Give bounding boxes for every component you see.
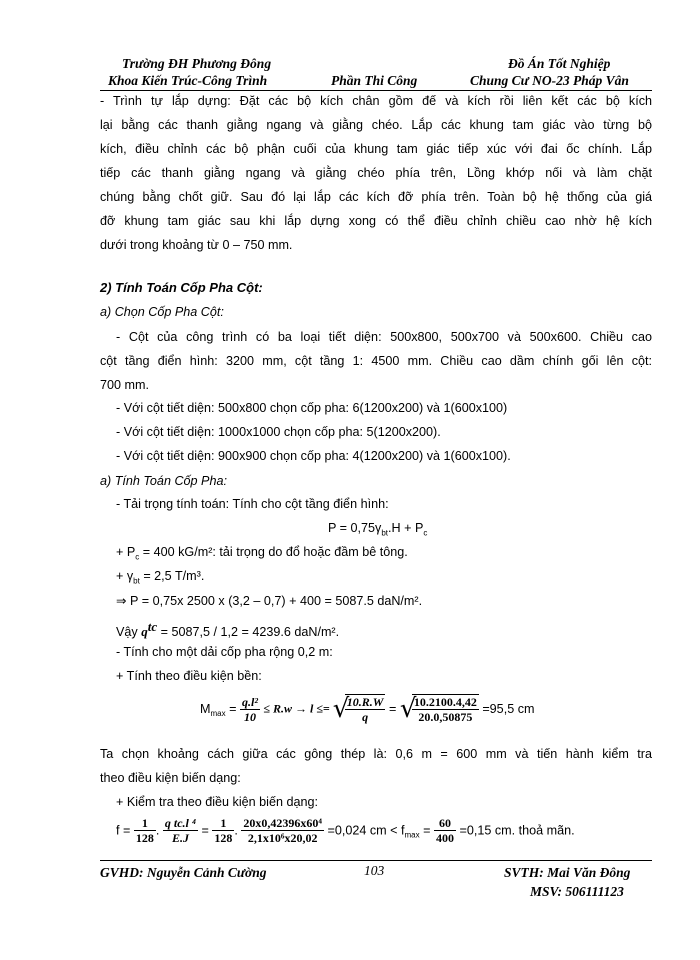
- formula-load: $P = 0,75\gamma_{bt}.H + P_c$: [328, 521, 428, 538]
- page-number: 103: [364, 863, 385, 878]
- footer-student-id: MSV: 506111123: [530, 884, 624, 899]
- footer-rule: [100, 860, 652, 861]
- header-project: Đồ Án Tốt Nghiệp: [508, 56, 611, 71]
- list-item: + Tính theo điều kiện bền:: [116, 669, 262, 683]
- subsection-heading: a) Tính Toán Cốp Pha:: [100, 474, 227, 488]
- fraction: $\frac{\text{q.l²}}{10}$: [241, 694, 258, 724]
- fraction: $\frac{1}{128}$: [135, 816, 154, 845]
- footer-student: SVTH: Mai Văn Đông: [504, 865, 631, 880]
- section-heading: 2) Tính Toán Cốp Pha Cột:: [100, 280, 263, 295]
- header-rule: [100, 90, 652, 91]
- para-text: Ta chọn khoảng cách giữa các gông thép là: 0,6 m = 600 mm và tiến hành kiểm tra: [100, 747, 652, 761]
- calc-line: ⇒ P = 0,75x 2500 x (3,2 – 0,7) + 400 = 5087.5 daN/m².: [116, 594, 423, 608]
- footer-supervisor: GVHD: Nguyễn Cảnh Cường: [100, 865, 267, 880]
- para-text: - Cột của công trình có ba loại tiết diện: 500x800, 500x700 và 500x600. Chiều cao: [116, 330, 652, 344]
- fraction: $\frac{\text{q tc.l ⁴}}{E.J}$: [164, 816, 197, 845]
- list-item: + $P_c = 400$ kG/m²: tải trọng do đổ hoặc đầm bê tông.: [116, 545, 408, 562]
- list-item: + Kiểm tra theo điều kiện biến dạng:: [116, 795, 318, 809]
- list-item: - Với cột tiết diện: 900x900 chọn cốp pha: 4(1200x200) và 1(600x100).: [116, 449, 511, 463]
- sqrt: √ $\frac{10.2100.4,42}{20.0,50875}$: [399, 694, 477, 724]
- para-text: đỡ khung tam giác sau khi lắp dựng xong có thể điều chỉnh chiều cao nhờ hệ kích: [100, 214, 652, 228]
- list-item: - Với cột tiết diện: 1000x1000 chọn cốp pha: 5(1200x200).: [116, 425, 441, 439]
- header-faculty: Khoa Kiến Trúc-Công Trình: [108, 73, 268, 88]
- para-text: dưới trong khoảng từ 0 – 750 mm.: [100, 238, 293, 252]
- subsection-heading: a) Chọn Cốp Pha Cột:: [100, 305, 224, 319]
- formula-strength: $M_{max}$ = $\frac{\text{q.l²}}{10}$ ≤ R.w → l ≤= √ $\frac{10.R.W}{q}$ = √ $\frac{10.2100.4,42}{20.0,50875}$ =95,5 cm: [200, 694, 535, 724]
- list-item: - Tải trọng tính toán: Tính cho cột tầng điển hình:: [116, 497, 389, 511]
- sqrt: √ $\frac{10.R.W}{q}$: [332, 694, 384, 724]
- list-item: - Tính cho một dải cốp pha rộng 0,2 m:: [116, 645, 333, 659]
- header-section: Phần Thi Công: [331, 73, 418, 88]
- list-item: - Với cột tiết diện: 500x800 chọn cốp pha: 6(1200x200) và 1(600x100): [116, 401, 508, 415]
- fraction: $\frac{\text{20x0,42396x60⁴}}{\text{2,1x10⁶x20,02}}$: [243, 816, 322, 845]
- para-text: - Trình tự lắp dựng: Đặt các bộ kích chân gồm đế và kích rồi liên kết các bộ kích: [100, 94, 652, 108]
- para-text: theo điều kiện biến dạng:: [100, 771, 241, 785]
- para-text: chúng bằng chốt giữ. Sau đó lại lắp các kích đỡ phía trên. Toàn bộ hệ thống của giá: [100, 190, 652, 204]
- fraction: $\frac{60}{400}$: [436, 816, 454, 845]
- para-text: lại bằng các thanh giằng ngang và giằng chéo. Lắp các khung tam giác vào từng bộ: [100, 118, 652, 132]
- para-text: tiếp các thanh giằng ngang và giằng chéo phía trên, Lồng khớp nối và làm chặt: [100, 166, 652, 180]
- header-building: Chung Cư NO-23 Pháp Vân: [470, 73, 629, 88]
- para-text: kích, điều chỉnh các bộ phận cuối của khung tam giác tiếp xúc với đai ốc chính. Lắp: [100, 142, 652, 156]
- fraction: $\frac{1}{128}$: [214, 816, 233, 845]
- para-text: cột tầng điển hình: 3200 mm, cột tầng 1: 4500 mm. Chiều cao dầm chính gối lên cột:: [100, 354, 652, 368]
- header-school: Trường ĐH Phương Đông: [122, 56, 272, 71]
- formula-deflection: f = $\frac{1}{128}$ . $\frac{\text{q tc.l ⁴}}{E.J}$ = $\frac{1}{128}$ . $\frac{\text{20x0,42396x60⁴}}{\text{2,1x10⁶x20,02}}$ =0,024 cm < $f_{max}$ = $\frac{60}{400}$ =0,15 cm. thoả mãn.: [116, 816, 575, 845]
- list-item: + $\gamma_{bt} = 2,5$ T/m³.: [116, 569, 205, 586]
- para-text: 700 mm.: [100, 378, 149, 392]
- calc-line: Vậy $q^{tc} = 5087,5 / 1,2 = 4239.6$ daN/m².: [116, 619, 340, 640]
